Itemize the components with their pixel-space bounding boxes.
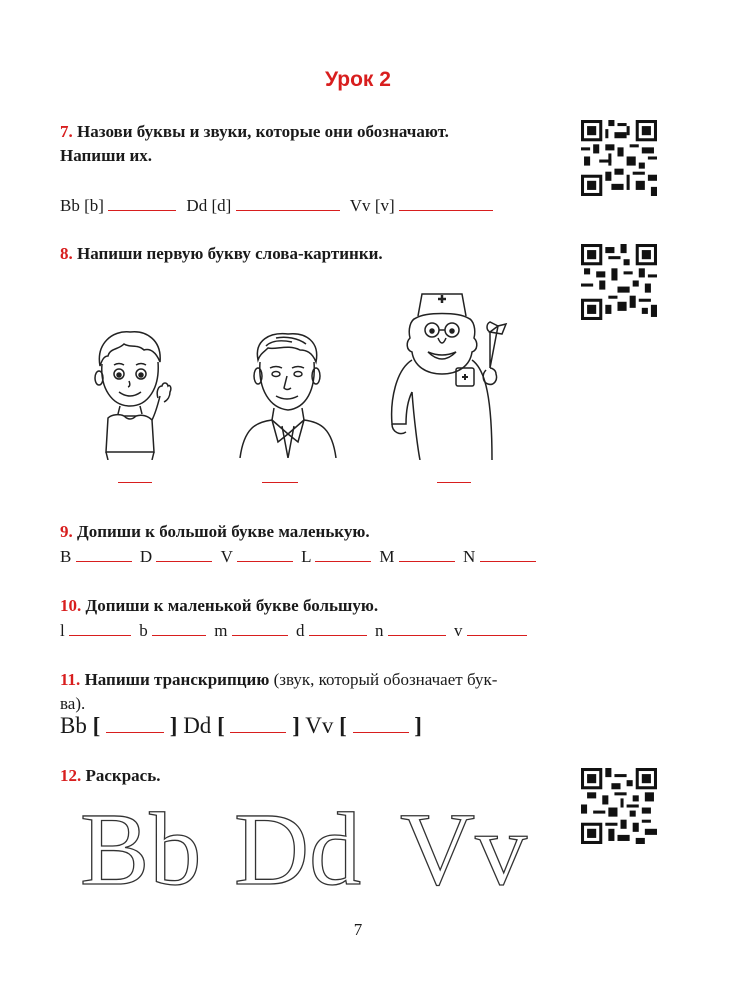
answer-line[interactable] [467, 619, 527, 636]
man-picture [236, 330, 340, 458]
task-9-letter: M [379, 547, 395, 566]
task-7-sound-2: [d] [211, 196, 232, 215]
task-9-text: Допиши к большой букве маленькую. [77, 522, 370, 541]
task-7-text-line2: Напиши их. [60, 146, 153, 165]
doctor-picture [386, 290, 514, 460]
outline-letters-vv[interactable]: Vv [400, 792, 528, 900]
task-9-number: 9. [60, 522, 73, 541]
qr-code-icon[interactable] [581, 120, 657, 196]
bracket-close: ] [414, 713, 422, 738]
task-9-answer-row [60, 545, 536, 567]
answer-line[interactable] [69, 619, 131, 636]
task-10-answer-row [60, 619, 527, 641]
task-11-instruction [60, 668, 660, 716]
answer-line[interactable] [237, 545, 293, 562]
task-11-letters: Bb [60, 713, 87, 738]
answer-line[interactable] [399, 194, 493, 211]
answer-line[interactable] [437, 466, 471, 483]
task-7-sound-1: [b] [84, 196, 104, 215]
answer-line[interactable] [480, 545, 536, 562]
answer-line[interactable] [236, 194, 340, 211]
task-7-answer-row [60, 194, 493, 216]
outline-letters [70, 790, 570, 900]
task-7-text-line1: Назови буквы и звуки, которые они обозначают. [77, 122, 449, 141]
task-8-number: 8. [60, 244, 73, 263]
task-10-text: Допиши к маленькой букве большую. [85, 596, 379, 615]
answer-line[interactable] [309, 619, 367, 636]
bracket-open: [ [92, 713, 101, 738]
task-7-letters-2: Dd [186, 196, 208, 215]
task-12-text: Раскрась. [85, 766, 161, 785]
task-7-letters-3: Vv [349, 196, 371, 215]
task-10-letter: m [214, 621, 228, 640]
task-11-text-line2: ва). [60, 694, 86, 713]
task-12-number: 12. [60, 766, 82, 785]
lesson-title: Урок 2 [325, 68, 391, 91]
task-11-letters: Vv [305, 713, 334, 738]
task-9-instruction [60, 520, 370, 544]
qr-code-icon[interactable] [581, 768, 657, 844]
task-10-letter: l [60, 621, 65, 640]
task-11-answer-row [60, 712, 422, 739]
task-10-letter: v [453, 621, 463, 640]
answer-line[interactable] [156, 545, 212, 562]
answer-line[interactable] [388, 619, 446, 636]
outline-letters-dd[interactable]: Dd [234, 792, 362, 900]
answer-line[interactable] [262, 466, 298, 483]
outline-letters-bb[interactable]: Bb [80, 792, 202, 900]
bracket-open: [ [339, 713, 347, 738]
task-11-letters: Dd [183, 713, 212, 738]
task-8-instruction [60, 242, 383, 266]
task-9-letter: N [463, 547, 476, 566]
bracket-open: [ [217, 713, 225, 738]
answer-line[interactable] [106, 712, 164, 733]
task-10-number: 10. [60, 596, 82, 615]
task-10-letter: b [139, 621, 148, 640]
answer-line[interactable] [399, 545, 455, 562]
task-11-number: 11. [60, 670, 81, 689]
qr-code-icon[interactable] [581, 244, 657, 320]
task-8-text: Напиши первую букву слова-картинки. [77, 244, 383, 263]
task-9-letter: L [301, 547, 311, 566]
task-9-letter: D [139, 547, 153, 566]
answer-line[interactable] [315, 545, 371, 562]
answer-line[interactable] [108, 194, 176, 211]
answer-line[interactable] [232, 619, 288, 636]
task-11-text-bold: Напиши транскрипцию [84, 670, 270, 689]
bracket-close: ] [292, 713, 300, 738]
answer-line[interactable] [118, 466, 152, 483]
answer-line[interactable] [230, 712, 286, 733]
task-11-text-normal: (звук, который обозначает бук- [269, 670, 498, 689]
task-9-letter: V [220, 547, 233, 566]
boy-picture [90, 326, 172, 460]
task-9-letter: B [60, 547, 72, 566]
answer-line[interactable] [353, 712, 409, 733]
page-number: 7 [353, 920, 363, 939]
task-7-letters-1: Bb [60, 196, 80, 215]
task-7-number: 7. [60, 122, 73, 141]
task-10-letter: d [295, 621, 305, 640]
task-10-letter: n [374, 621, 384, 640]
task-10-instruction [60, 594, 378, 618]
task-7-instruction [60, 120, 575, 168]
bracket-close: ] [169, 713, 178, 738]
answer-line[interactable] [76, 545, 132, 562]
task-7-sound-3: [v] [374, 196, 395, 215]
answer-line[interactable] [152, 619, 206, 636]
task-12-instruction [60, 764, 160, 788]
